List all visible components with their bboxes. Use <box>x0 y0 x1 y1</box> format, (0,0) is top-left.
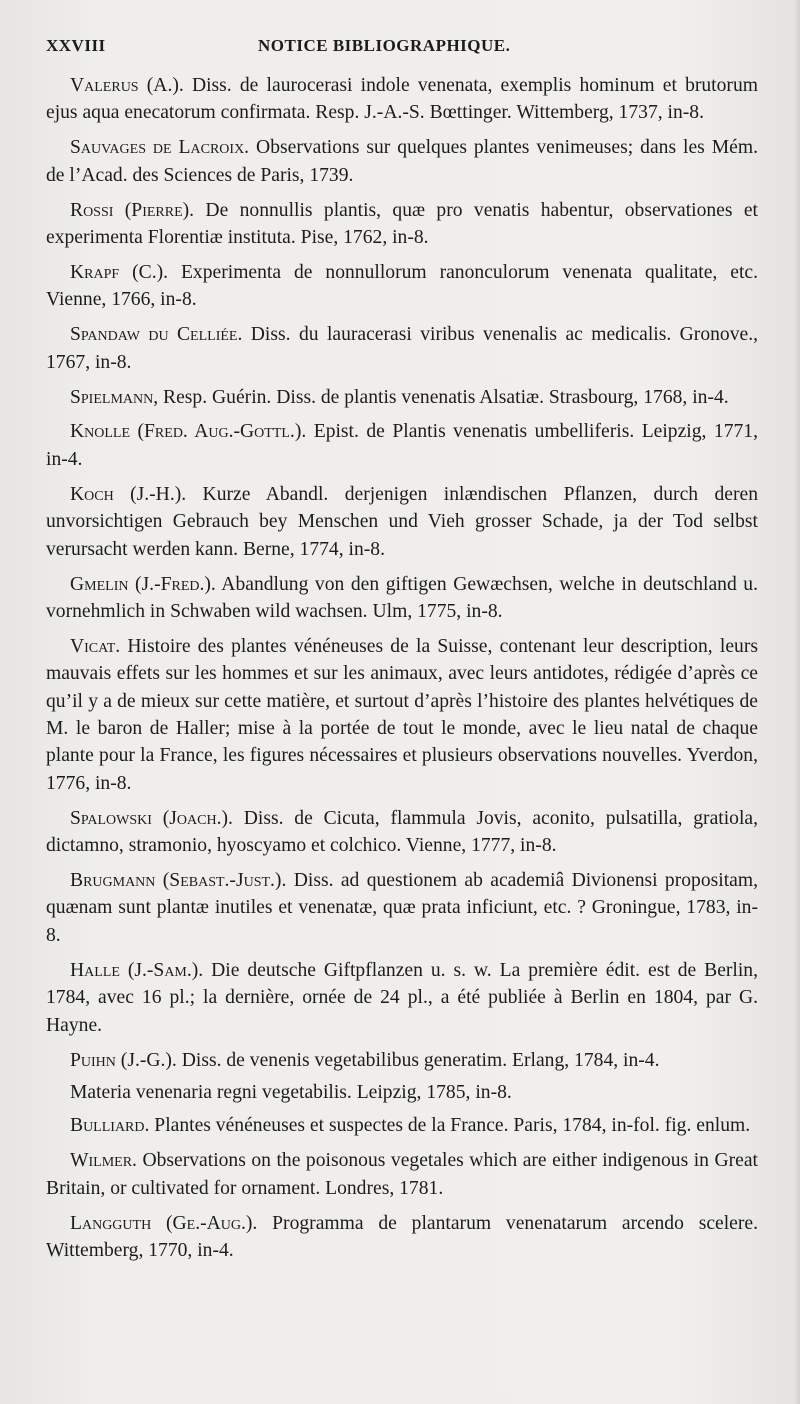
bibliography-entry <box>46 1147 758 1202</box>
entry-text: Diss. ad questionem ab academiâ Divionensi propositam, quænam sunt plantæ inutiles et venenatæ, quæ prata inficiunt, etc. ? Groningue, 1783, in-8. <box>46 870 758 946</box>
entry-text: Observations on the poisonous vegetales which are either indigenous in Great Britain, or cultivated for ornament. Londres, 1781. <box>46 1150 758 1199</box>
entry-author: Koch (J.-H.). <box>70 483 187 505</box>
entry-author: Brugmann (Sebast.-Just.). <box>70 870 287 892</box>
entry-text: Programma de plantarum venenatarum arcendo scelere. Wittemberg, 1770, in-4. <box>46 1212 758 1261</box>
bibliography-entry <box>46 1047 758 1074</box>
page-number: XXVIII <box>46 36 106 55</box>
entry-author: Valerus (A.). <box>70 75 184 96</box>
bibliography-entry <box>46 259 758 314</box>
entry-text: Kurze Abandl. derjenigen inlændischen Pflanzen, durch deren unvorsichtigen Gebrauch bey Menschen und Vieh grosser Schade, ja der Tod selbst verursacht werden kann. Berne, 1774, in-8. <box>46 483 758 560</box>
bibliography-entry <box>46 418 758 473</box>
bibliography-entry <box>46 867 758 949</box>
page-header <box>46 30 758 72</box>
entry-author: Spandaw du Celliée. <box>70 324 243 346</box>
entry-text: Plantes vénéneuses et suspectes de la France. Paris, 1784, in-fol. fig. enlum. <box>149 1115 751 1137</box>
entry-text: Diss. du lauracerasi viribus venenalis ac medicalis. Gronove., 1767, in-8. <box>46 324 758 373</box>
bibliography-entry <box>46 633 758 797</box>
entry-author: Spielmann, <box>70 386 159 408</box>
entry-author: Spalowski (Joach.). <box>70 807 233 829</box>
entry-text: Materia venenaria regni vegetabilis. Leipzig, 1785, in-8. <box>70 1082 512 1104</box>
bibliography-list <box>46 72 758 1264</box>
entry-author: Rossi (Pierre). <box>70 199 195 221</box>
bibliography-entry <box>46 805 758 860</box>
entry-author: Knolle (Fred. Aug.-Gottl.). <box>70 421 307 443</box>
entry-author: Bulliard. <box>70 1115 150 1137</box>
running-title: NOTICE BIBLIOGRAPHIQUE. <box>258 36 511 55</box>
bibliography-entry <box>46 134 758 189</box>
entry-author: Wilmer. <box>70 1150 137 1172</box>
entry-author: Vicat. <box>70 635 121 657</box>
entry-text: Experimenta de nonnullorum ranonculorum venenata qualitate, etc. Vienne, 1766, in-8. <box>46 261 758 311</box>
entry-author: Krapf (C.). <box>70 261 169 283</box>
bibliography-entry-continuation <box>46 1079 758 1106</box>
bibliography-entry <box>46 197 758 252</box>
entry-text: Die deutsche Giftpflanzen u. s. w. La première édit. est de Berlin, 1784, avec 16 pl.; la dernière, ornée de 24 pl., a été publiée à Berlin en 1804, par G. Hayne. <box>46 959 759 1036</box>
bibliography-entry <box>46 957 758 1039</box>
entry-author: Gmelin (J.-Fred.). <box>70 573 216 595</box>
bibliography-entry <box>46 571 758 626</box>
bibliography-entry <box>46 72 758 127</box>
bibliography-entry <box>46 321 758 376</box>
entry-author: Puihn (J.-G.). <box>70 1049 177 1071</box>
entry-text: De nonnullis plantis, quæ pro venatis habentur, observationes et experimenta Florentiæ instituta. Pise, 1762, in-8. <box>46 199 758 249</box>
entry-author: Halle (J.-Sam.). <box>70 959 204 981</box>
entry-text: Abandlung von den giftigen Gewæchsen, welche in deutschland u. vornehmlich in Schwaben wild wachsen. Ulm, 1775, in-8. <box>46 573 759 622</box>
entry-text: Resp. Guérin. Diss. de plantis venenatis Alsatiæ. Strasbourg, 1768, in-4. <box>158 386 729 408</box>
entry-text: Diss. de venenis vegetabilibus generatim. Erlang, 1784, in-4. <box>176 1049 660 1071</box>
bibliography-entry <box>46 1210 758 1265</box>
entry-author: Sauvages de Lacroix. <box>70 137 250 159</box>
bibliography-entry <box>46 481 758 563</box>
entry-text: Epist. de Plantis venenatis umbelliferis. Leipzig, 1771, in-4. <box>46 421 758 470</box>
entry-text: Diss. de Cicuta, flammula Jovis, aconito, pulsatilla, gratiola, dictamno, stramonio, hyoscyamo et colchico. Vienne, 1777, in-8. <box>46 807 759 857</box>
entry-author: Langguth (Ge.-Aug.). <box>70 1212 258 1234</box>
entry-text: Observations sur quelques plantes venimeuses; dans les Mém. de l’Acad. des Sciences de Paris, 1739. <box>46 137 758 186</box>
bibliography-entry <box>46 1112 758 1139</box>
bibliography-entry <box>46 384 758 411</box>
entry-text: Histoire des plantes vénéneuses de la Suisse, contenant leur description, leurs mauvais effets sur les hommes et sur les animaux, avec leurs antidotes, rédigée d’après ce qu’il y a de mieux sur cette matière, et surtout d’après l’histoire des plantes helvétiques de M. le baron de Haller; mise à la portée de tout le monde, avec le lieu natal de chaque plante pour la France, les figures nécessaires et plusieurs observations nouvelles. Yverdon, 1776, in-8. <box>46 635 758 794</box>
entry-text: Diss. de laurocerasi indole venenata, exemplis hominum et brutorum ejus aqua enecatorum confirmata. Resp. J.-A.-S. Bœttinger. Wittemberg, 1737, in-8. <box>46 75 758 124</box>
